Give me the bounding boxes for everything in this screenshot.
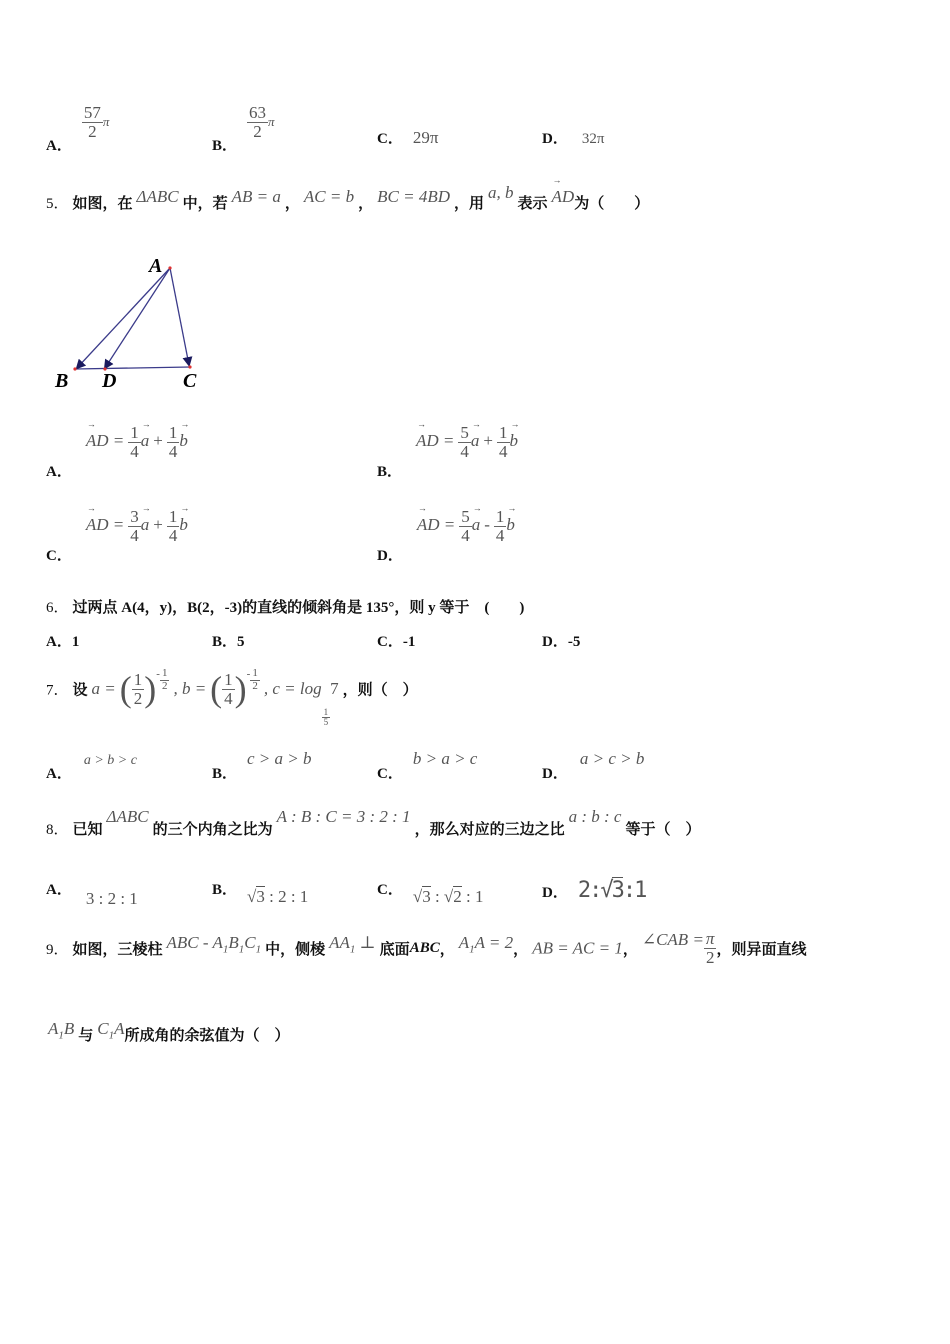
numerator: 3 xyxy=(130,507,139,526)
q7-option-d[interactable] xyxy=(542,748,645,782)
vector-b: → b xyxy=(510,431,519,451)
vector-b: → b xyxy=(179,431,188,451)
fraction xyxy=(128,424,141,461)
left-paren: ( xyxy=(210,669,223,709)
math-ac: AC = b xyxy=(303,187,355,206)
pi-symbol: π xyxy=(268,114,275,130)
option-label: B． xyxy=(212,882,238,898)
numerator: 1 xyxy=(499,423,508,442)
stem-text: ， xyxy=(513,941,529,958)
q5-option-b[interactable] xyxy=(377,423,518,481)
point-c xyxy=(188,365,191,368)
stem-text: ，则（ ） xyxy=(342,682,418,699)
option-value: 2:√3:1 xyxy=(577,878,646,903)
ratio-pre: 2: xyxy=(577,878,601,903)
option-label: D． xyxy=(542,766,568,782)
prism-part: C xyxy=(244,933,256,953)
operator: + xyxy=(153,515,163,535)
stem-text: 的三个内角之比为 xyxy=(152,822,273,838)
vector-a: → a xyxy=(472,515,481,535)
subscript: 1 xyxy=(255,943,262,956)
option-label: A． xyxy=(46,138,72,155)
math-line-a1b xyxy=(48,1019,75,1042)
stem-text: 中，侧棱 xyxy=(265,941,326,958)
question-number: 8． xyxy=(46,822,69,838)
math-prism xyxy=(166,933,262,956)
q4-option-d[interactable] xyxy=(542,127,604,148)
q5-stem xyxy=(46,183,650,213)
stem-text: 表示 xyxy=(517,196,548,212)
option-label: D． xyxy=(542,131,568,147)
denominator: 2 xyxy=(133,688,143,708)
q8-stem xyxy=(46,807,701,839)
triangle-figure xyxy=(50,252,210,394)
question-number: 9． xyxy=(46,941,69,958)
math-angle: ∠CAB = xyxy=(641,930,704,950)
q8-option-b[interactable] xyxy=(212,878,309,906)
option-label: C． xyxy=(377,634,403,650)
vector-ab xyxy=(77,268,170,368)
fraction xyxy=(494,508,507,545)
option-label: B． xyxy=(212,766,238,782)
option-value: 32π xyxy=(581,131,605,147)
denominator: 4 xyxy=(495,525,505,545)
denominator: 4 xyxy=(130,525,139,545)
option-value: √3 : √2 : 1 xyxy=(412,887,484,906)
option-label: C． xyxy=(377,766,403,782)
length-part: A = 2 xyxy=(474,933,514,953)
fraction-quarter xyxy=(222,671,235,708)
q6-option-b[interactable] xyxy=(212,630,245,651)
denominator: 4 xyxy=(499,441,508,461)
q5-option-d[interactable] xyxy=(377,507,515,565)
q7-stem xyxy=(46,668,418,728)
fraction xyxy=(458,424,471,461)
question-number: 7． xyxy=(46,682,69,699)
option-label: D． xyxy=(377,548,403,565)
math-equal-sides: AB = AC = 1 xyxy=(532,938,623,958)
stem-text: 与 xyxy=(78,1028,94,1044)
numerator: 5 xyxy=(461,507,470,526)
stem-text: 中，若 xyxy=(182,196,228,212)
numerator: 1 xyxy=(323,706,329,717)
point-b xyxy=(73,367,76,370)
exponent-sign: - xyxy=(156,668,160,680)
stem-text: ， xyxy=(284,196,300,212)
numerator: 5 xyxy=(460,423,469,442)
stem-text: 如图，三棱柱 xyxy=(72,941,163,958)
fraction xyxy=(497,424,510,461)
vector-b: → b xyxy=(179,515,188,535)
stem-text: 已知 xyxy=(72,822,103,838)
stem-text: ，用 xyxy=(453,196,484,212)
denominator: 2 xyxy=(253,121,262,141)
fraction-half xyxy=(132,671,145,708)
prism-part: B xyxy=(228,933,239,953)
label-c: C xyxy=(183,370,197,392)
denominator: 4 xyxy=(460,441,469,461)
option-label: C． xyxy=(377,882,403,898)
denominator: 4 xyxy=(461,525,470,545)
q4-option-c[interactable] xyxy=(377,127,438,148)
math-triangle: ΔABC xyxy=(106,807,149,826)
stem-text: 等于（ ） xyxy=(625,822,701,838)
log-argument: 7 xyxy=(330,679,339,698)
q8-option-c[interactable] xyxy=(377,878,484,906)
option-label: B． xyxy=(212,634,238,650)
label-a: A xyxy=(149,255,163,277)
label-b: B xyxy=(55,370,69,392)
denominator: 2 xyxy=(705,947,715,967)
operator: + xyxy=(483,431,493,451)
numerator: 1 xyxy=(168,423,178,442)
vector-a: → a xyxy=(471,431,480,451)
stem-text: ，则异面直线 xyxy=(716,941,807,958)
q9-stem-line1 xyxy=(46,930,806,967)
option-value: 5 xyxy=(237,634,245,650)
option-value: b > a > c xyxy=(412,749,478,768)
length-part: A xyxy=(458,933,470,953)
vector-a: → a xyxy=(141,431,150,451)
exponent xyxy=(247,668,260,692)
label-d: D xyxy=(102,370,117,392)
numerator: 63 xyxy=(249,103,267,122)
q6-option-d[interactable] xyxy=(542,630,580,651)
option-label: B． xyxy=(377,464,403,481)
option-label: D． xyxy=(542,634,568,650)
option-value: √3 : 2 : 1 xyxy=(247,887,309,906)
stem-text: 过两点 A(4，y)，B(2，-3)的直线的倾斜角是 135°，则 y 等于 ( ) xyxy=(72,600,525,616)
numerator: 1 xyxy=(161,667,168,679)
q7-option-c[interactable] xyxy=(377,748,478,782)
fraction-pi-half xyxy=(704,930,717,967)
option-value: a > c > b xyxy=(579,749,645,768)
denominator: 2 xyxy=(161,679,168,692)
vector-ad xyxy=(105,268,170,368)
denominator: 5 xyxy=(323,717,329,728)
math-bc: BC = 4BD xyxy=(377,187,450,206)
numerator: 1 xyxy=(168,507,178,526)
option-value: 29π xyxy=(412,128,439,147)
radicand: 3 xyxy=(422,887,431,906)
vector-b: → b xyxy=(506,515,515,535)
ad-vector: → AD = xyxy=(86,431,124,451)
stem-text: 所成角的余弦值为（ ） xyxy=(124,1028,290,1044)
stem-text: 设 xyxy=(72,682,88,699)
line-part: A xyxy=(114,1019,125,1038)
line-part: A xyxy=(48,1019,59,1038)
operator: - xyxy=(484,515,490,535)
option-value: -5 xyxy=(567,634,581,650)
exponent-sign: - xyxy=(246,668,251,680)
numerator: π xyxy=(705,929,715,948)
q5-option-c[interactable] xyxy=(46,507,188,565)
subscript: 1 xyxy=(349,943,356,956)
numerator: 1 xyxy=(224,669,233,689)
option-label: A． xyxy=(46,882,72,898)
subscript: 1 xyxy=(238,943,245,956)
option-label: B． xyxy=(212,138,238,155)
question-number: 5． xyxy=(46,196,69,212)
ratio-rest: : 1 xyxy=(461,887,484,906)
math-line-c1a xyxy=(97,1019,125,1042)
subscript: 1 xyxy=(58,1029,64,1042)
option-value: c > a > b xyxy=(247,749,312,768)
math-length xyxy=(458,933,514,956)
exponent-fraction xyxy=(250,668,260,692)
stem-text: ，那么对应的三边之比 xyxy=(414,822,565,838)
stem-text: ， xyxy=(622,941,638,958)
segment-bc xyxy=(75,367,190,369)
stem-text: ， xyxy=(439,941,455,958)
math-b: , b = xyxy=(173,679,207,698)
denominator: 4 xyxy=(130,441,139,461)
numerator: 57 xyxy=(83,103,101,122)
numerator: 1 xyxy=(252,667,258,679)
ratio-sep: : xyxy=(430,887,444,906)
vector-a: → a xyxy=(141,515,150,535)
q7-option-b[interactable] xyxy=(212,748,312,782)
radicand: 3 xyxy=(611,878,623,903)
denominator: 4 xyxy=(168,525,178,545)
option-value: -1 xyxy=(402,634,416,650)
pi-symbol: π xyxy=(102,114,110,130)
stem-text: 底面 xyxy=(379,941,410,958)
math-c: , c = log xyxy=(263,679,322,698)
stem-text-italic: ABC xyxy=(409,939,440,956)
ratio-rest: :1 xyxy=(622,878,646,903)
left-paren: ( xyxy=(119,669,132,709)
line-part: C xyxy=(97,1019,109,1038)
edge-name: AA xyxy=(329,933,350,953)
numerator: 1 xyxy=(133,669,143,689)
option-label: C． xyxy=(46,548,72,565)
exponent xyxy=(156,668,169,692)
math-a: a = xyxy=(91,679,116,698)
fraction xyxy=(167,424,180,461)
option-label: D． xyxy=(542,885,568,901)
fraction xyxy=(167,508,180,545)
math-angle-ratio: A : B : C = 3 : 2 : 1 xyxy=(276,807,411,826)
vector-ac xyxy=(170,268,189,365)
fraction xyxy=(459,508,472,545)
math-side-ratio: a : b : c xyxy=(568,807,622,826)
denominator: 2 xyxy=(88,121,97,141)
option-value: 1 xyxy=(71,634,80,650)
denominator: 2 xyxy=(252,679,258,692)
point-a xyxy=(168,266,171,269)
prism-part: ABC - A xyxy=(166,933,223,953)
radicand-2: 2 xyxy=(453,887,462,906)
denominator: 4 xyxy=(168,441,178,461)
numerator: 1 xyxy=(130,423,139,442)
q4-option-a[interactable] xyxy=(46,103,110,155)
fraction xyxy=(247,104,268,141)
q8-option-a[interactable] xyxy=(46,878,138,908)
fraction xyxy=(128,508,141,545)
log-base xyxy=(322,708,331,728)
option-label: A． xyxy=(46,464,72,481)
math-ab-vars: a, b xyxy=(488,183,514,202)
exponent-fraction xyxy=(160,668,170,692)
option-label: A． xyxy=(46,766,72,782)
perp-symbol: ⊥ xyxy=(355,933,376,953)
subscript: 1 xyxy=(108,1029,115,1042)
subscript: 1 xyxy=(469,943,475,956)
ratio-rest: : 2 : 1 xyxy=(264,887,309,906)
q6-stem xyxy=(46,596,524,617)
math-ad-vector: → AD xyxy=(552,187,575,207)
numerator: 1 xyxy=(495,507,505,526)
denominator: 4 xyxy=(224,688,233,708)
fraction xyxy=(82,104,103,141)
subscript: 1 xyxy=(222,943,229,956)
right-paren: ) xyxy=(234,669,247,709)
q4-option-b[interactable] xyxy=(212,103,275,155)
ad-vector: → AD = xyxy=(86,515,124,535)
radicand: 3 xyxy=(256,887,265,906)
q6-option-c[interactable] xyxy=(377,630,415,651)
question-number: 6． xyxy=(46,600,69,616)
stem-text: 如图，在 xyxy=(72,196,133,212)
operator: + xyxy=(153,431,163,451)
stem-text: 为（ ） xyxy=(574,196,650,212)
math-ab: AB = a xyxy=(231,187,281,206)
q7-option-a[interactable] xyxy=(46,748,137,782)
math-edge xyxy=(329,933,376,956)
option-label: C． xyxy=(377,131,403,147)
right-paren: ) xyxy=(144,669,157,709)
option-label: A． xyxy=(46,634,72,650)
option-value: 3 : 2 : 1 xyxy=(85,889,138,908)
ad-vector: → AD = xyxy=(417,515,455,535)
q8-option-d[interactable] xyxy=(542,878,645,903)
ad-vector: → AD = xyxy=(416,431,454,451)
q6-option-a[interactable] xyxy=(46,630,79,651)
line-part: B xyxy=(63,1019,75,1038)
q9-stem-line2 xyxy=(48,1019,290,1047)
math-triangle: ΔABC xyxy=(136,187,179,206)
q5-option-a[interactable] xyxy=(46,423,188,481)
stem-text: ， xyxy=(358,196,374,212)
option-value: a > b > c xyxy=(83,753,137,768)
